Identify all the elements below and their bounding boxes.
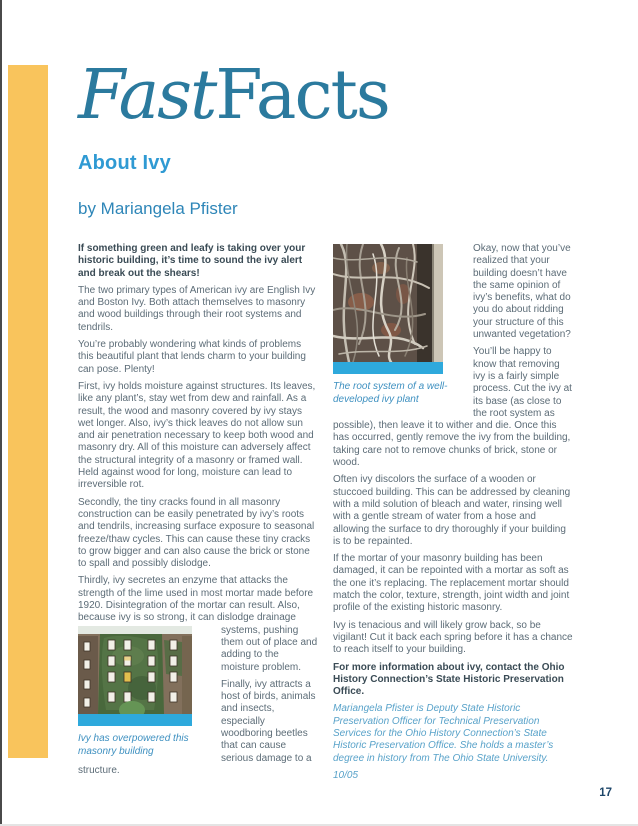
masthead-fast: Fast	[78, 56, 216, 135]
body-paragraph: Thirdly, ivy secretes an enzyme that attacks the strength of the lime used in most mortar made before 1920. Disintegration of the mortar can result. Also, because ivy is so strong, it can dislodge drainage	[78, 575, 314, 624]
issue-date: 10/05	[333, 769, 359, 781]
root-system-figure	[333, 244, 461, 406]
intro-paragraph: If something green and leafy is taking over your historic building, it’s time to sound the ivy alert and break out the shears!	[78, 243, 306, 279]
photo-caption: Ivy has overpowered this masonry building	[78, 732, 189, 757]
page-left-edge	[0, 0, 2, 824]
photo-caption: The root system of a well-developed ivy plant	[333, 381, 448, 405]
photo-accent-bar	[333, 362, 443, 374]
body-paragraph: Finally, ivy attracts a host of birds, animals and insects, especially woodboring beetles that can cause serious damage to a structure.	[78, 678, 316, 776]
body-paragraph: Secondly, the tiny cracks found in all masonry construction can be easily penetrated by ivy’s roots and tendrils, increasing surface exposure to seasonal freeze/thaw cycles. This can cause these tiny cracks to grow bigger and can also cause the brick or stone to spall and possibly dislodge.	[78, 496, 315, 570]
author-credit: Mariangela Pfister is Deputy State Historic Preservation Officer for Technical Preservation Services for the Ohio History Connection’s State Historic Preservation Office. She holds a master’s degree in history from The Ohio State University.	[333, 703, 554, 764]
page-number: 17	[599, 787, 612, 799]
body-paragraph: You’re probably wondering what kinds of problems this beautiful plant that lends charm to your building can pose. Plenty!	[78, 339, 306, 375]
body-paragraph: The two primary types of American ivy are English Ivy and Boston Ivy. Both attach themselves to masonry and wood buildings through their root systems and tendrils.	[78, 284, 316, 333]
left-column	[78, 243, 319, 782]
body-paragraph: You’ll be happy to know that removing ivy is a fairly simple process. Cut the ivy at its base (as close to the root system as possible), then leave it to wither and die. Once this has occurred, gently remove the ivy from the building, taking care not to remove chunks of brick, stone or wood.	[333, 346, 572, 469]
body-paragraph: First, ivy holds moisture against structures. Its leaves, like any plant’s, stay wet from dew and rainfall. As a result, the wood and masonry covered by ivy stays wet longer. Also, ivy’s thick leaves do not allow sun and air penetration necessary to keep both wood and masonry dry. All of this moisture can adversely affect the structural integrity of a masonry or framed wall. Held against wood for long, moisture can lead to irreversible rot.	[78, 380, 316, 491]
body-paragraph: Ivy is tenacious and will likely grow back, so be vigilant! Cut it back each spring before it has a chance to reach itself to your building.	[333, 619, 573, 656]
page-content	[78, 56, 575, 782]
more-info-paragraph: For more information about ivy, contact the Ohio History Connection’s State Historic Preservation Office.	[333, 661, 565, 698]
photo-accent-bar	[78, 714, 192, 726]
ivy-building-photo	[78, 626, 192, 714]
byline: by Mariangela Pfister	[78, 199, 238, 218]
yellow-accent-bar	[8, 65, 48, 758]
body-paragraph: If the mortar of your masonry building has been damaged, it can be repointed with a mortar as soft as the one it’s replacing. The replacement mortar should match the color, texture, strength, joint width and joint profile of the existing historic masonry.	[333, 553, 570, 614]
article-title: About Ivy	[78, 152, 171, 174]
article-columns	[78, 243, 575, 782]
root-system-photo	[333, 244, 443, 362]
ivy-building-figure	[78, 626, 208, 758]
masthead-title	[78, 56, 575, 152]
body-paragraph: Okay, now that you’ve realized that your building doesn’t have the same opinion of ivy’s benefits, what do you do about ridding your structure of this unwanted vegetation?	[473, 243, 571, 341]
body-paragraph-wrapped: systems, pushing them out of place and adding to the moisture problem.	[221, 624, 318, 673]
masthead-facts: Facts	[215, 56, 389, 135]
right-column	[333, 243, 574, 782]
body-paragraph: Often ivy discolors the surface of a wooden or stuccoed building. This can be addressed by cleaning with a mild solution of bleach and water, rinsing well with a gentle stream of water from a hose and allowing the surface to dry thoroughly if your building is to be repainted.	[333, 474, 571, 547]
